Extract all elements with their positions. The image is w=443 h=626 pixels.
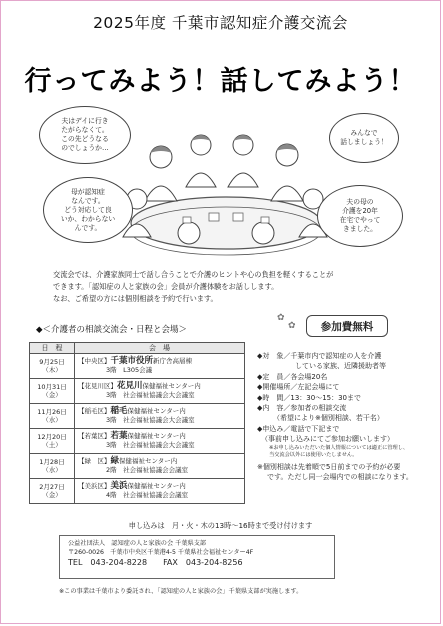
speech-bubble-husband-day: 夫はデイに行き たがらなくて。 この先どうなる のでしょうか… — [39, 106, 131, 164]
organizer-name: 公益社団法人 認知症の人と家族の会 千葉県支部 — [68, 540, 207, 547]
table-row: 10月31日 （金） 【花見川区】花見川保健福祉センター内 3階 社会福祉協議会大会議室 — [30, 379, 245, 404]
table-header-row — [30, 343, 245, 354]
event-year-title: 2025年度 千葉市認知症介護交流会 — [93, 14, 348, 32]
organizer-phone-fax: TEL 043-204-8228 FAX 043-204-8256 — [68, 558, 243, 567]
table-row: 1月28日 （水） 【緑 区】緑保健福祉センター内 2階 社会福祉協議会会議室 — [30, 454, 245, 479]
footer-note: ※この事業は千葉市より委託され、「認知症の人と家族の会」千葉県支部が実施します。 — [59, 588, 303, 595]
headline: 行ってみよう！話してみよう！ — [24, 66, 417, 97]
table-row: 11月26日 （水） 【稲毛区】稲毛保健福祉センター内 3階 社会福祉協議会大会議室 — [30, 404, 245, 429]
application-hours: 申し込みは 月・火・木の13時〜16時まで受け付けます — [128, 521, 313, 530]
organizer-address: 〒260-0026 千葉市中央区千葉港4-5 千葉県社会福祉センター4F — [68, 549, 254, 556]
table-row: 12月20日 （土） 【若葉区】若葉保健福祉センター内 3階 社会福祉協議会大会議室 — [30, 429, 245, 454]
schedule-section-title: ◆＜介護者の相談交流会・日程と会場＞ — [36, 325, 188, 335]
free-admission-badge: 参加費無料 — [306, 315, 388, 337]
column-header-venue: 会 場 — [75, 343, 245, 354]
flower-icon: ✿ — [277, 313, 285, 323]
speech-bubble-mother-dementia: 母が認知症 なんです。 どう対応して良 いか、わからない んです。 — [43, 177, 133, 243]
intro-text: 交流会では、介護家族同士で話し合うことで介護のヒントや心の負担を軽くすることが できます。「認知症の人と家族の会」会員が介護体験をお話しします。 なお、ご希望の方には個別相談を予約で行います。 — [53, 270, 334, 303]
speech-bubble-twenty-years: 夫の母の 介護を20年 在宅でやって きました。 — [317, 185, 403, 247]
schedule-table — [29, 342, 245, 504]
table-row: 9月25日 （木） 【中央区】千葉市役所新庁舎高層棟 3階 L305会議 — [30, 354, 245, 379]
table-row: 2月27日 （金） 【美浜区】美浜保健福祉センター内 4階 社会福祉協議会会議室 — [30, 479, 245, 504]
flower-icon: ✿ — [288, 321, 296, 331]
column-header-date: 日 程 — [30, 343, 75, 354]
organizer-contact-box — [59, 535, 335, 579]
speech-bubble-talk-together: みんなで 話しましょう！ — [329, 113, 399, 163]
event-details: ◆対 象／千葉市内で認知症の人を介護 している家族、近隣援助者等 ◆定 員／各会場20名 ◆開催場所／左記会場にて ◆時 間／13：30〜15：30まで ◆内 容／参加者の相談交流 （希望により※個別相談、若干名） ◆申込み／電話で下記まで （事前申し込みにてご参加お願いします） ※お申し込みいただいた個人情報については適正に管理し、 当交流会以外には使用いたしません。 ※個別相談は先着順で5日前までの予約が必要 です。ただし同一会場内での相談になります。 — [257, 352, 413, 482]
meeting-illustration — [101, 113, 351, 263]
